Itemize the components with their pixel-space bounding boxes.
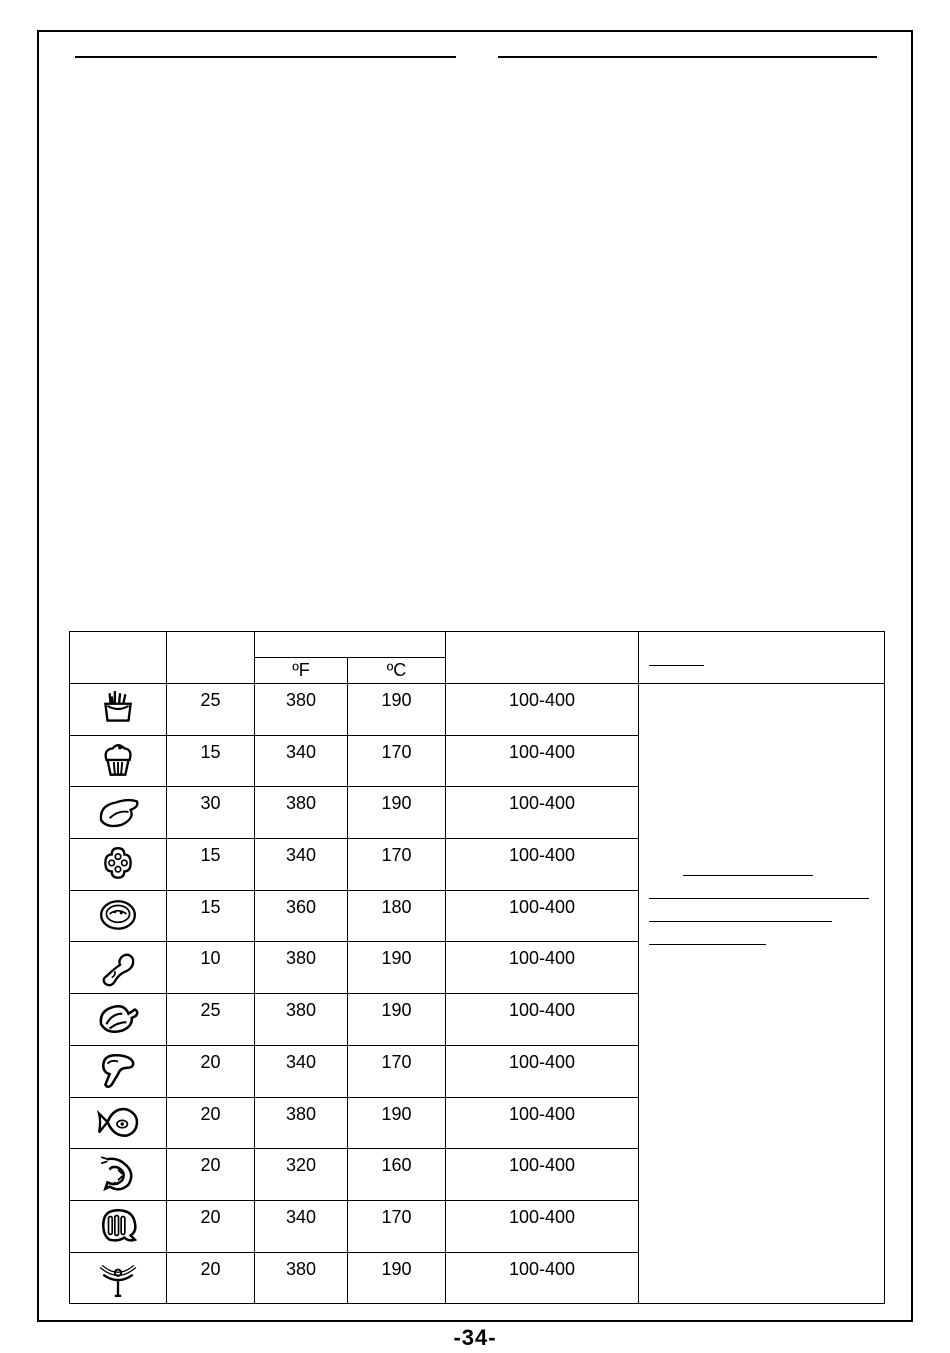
menu-icon-cell <box>70 684 167 736</box>
cook-time: 20 <box>167 1045 255 1097</box>
header-notes-underline <box>649 665 704 666</box>
pizza-icon <box>70 896 166 936</box>
temp-fahrenheit: 380 <box>255 942 348 994</box>
steak-icon <box>70 1206 166 1246</box>
menu-icon-cell <box>70 735 167 787</box>
bread-icon <box>70 793 166 833</box>
menu-icon-cell <box>70 994 167 1046</box>
cook-time: 15 <box>167 890 255 942</box>
unit-fahrenheit: ºF <box>255 658 348 684</box>
cook-time: 15 <box>167 839 255 891</box>
menu-icon-cell <box>70 787 167 839</box>
drumstick-icon <box>70 1051 166 1091</box>
menu-icon-cell <box>70 942 167 994</box>
cook-time: 30 <box>167 787 255 839</box>
temp-celsius: 190 <box>348 684 446 736</box>
temp-fahrenheit: 380 <box>255 787 348 839</box>
temp-celsius: 190 <box>348 994 446 1046</box>
temperature-range: 100-400 <box>446 787 639 839</box>
cook-time: 25 <box>167 684 255 736</box>
notes-underline <box>649 921 832 922</box>
menu-icon-cell <box>70 1149 167 1201</box>
menu-icon-cell <box>70 1200 167 1252</box>
header-time-cell <box>167 632 255 684</box>
page-number: -34- <box>453 1325 497 1350</box>
temp-celsius: 190 <box>348 1252 446 1304</box>
fries-icon <box>70 689 166 729</box>
sausage-icon <box>70 1258 166 1298</box>
temperature-range: 100-400 <box>446 1045 639 1097</box>
temp-fahrenheit: 380 <box>255 994 348 1046</box>
cook-time: 20 <box>167 1200 255 1252</box>
menu-icon-cell <box>70 1252 167 1304</box>
temperature-range: 100-400 <box>446 735 639 787</box>
temperature-range: 100-400 <box>446 839 639 891</box>
left-column-heading-rule <box>75 56 456 58</box>
cook-time: 20 <box>167 1252 255 1304</box>
temperature-range: 100-400 <box>446 942 639 994</box>
header-notes-cell <box>639 632 885 684</box>
cook-time: 15 <box>167 735 255 787</box>
temp-fahrenheit: 340 <box>255 1200 348 1252</box>
temperature-range: 100-400 <box>446 890 639 942</box>
cook-time: 25 <box>167 994 255 1046</box>
menu-icon-cell <box>70 839 167 891</box>
table-row <box>70 684 885 736</box>
temp-fahrenheit: 340 <box>255 1045 348 1097</box>
temperature-range: 100-400 <box>446 684 639 736</box>
temperature-range: 100-400 <box>446 994 639 1046</box>
temp-celsius: 190 <box>348 1097 446 1149</box>
menu-icon-cell <box>70 1097 167 1149</box>
chicken-icon <box>70 999 166 1039</box>
temp-celsius: 160 <box>348 1149 446 1201</box>
temp-celsius: 170 <box>348 1045 446 1097</box>
cookie-icon <box>70 844 166 884</box>
temp-celsius: 170 <box>348 735 446 787</box>
temperature-range: 100-400 <box>446 1200 639 1252</box>
unit-celsius: ºC <box>348 658 446 684</box>
cook-time: 20 <box>167 1097 255 1149</box>
temp-fahrenheit: 360 <box>255 890 348 942</box>
cook-time: 20 <box>167 1149 255 1201</box>
menu-icon-cell <box>70 890 167 942</box>
temp-celsius: 170 <box>348 839 446 891</box>
temp-fahrenheit: 380 <box>255 1252 348 1304</box>
temp-celsius: 180 <box>348 890 446 942</box>
menu-icon-cell <box>70 1045 167 1097</box>
temperature-range: 100-400 <box>446 1097 639 1149</box>
temp-celsius: 190 <box>348 942 446 994</box>
cook-time: 10 <box>167 942 255 994</box>
temp-celsius: 170 <box>348 1200 446 1252</box>
temp-celsius: 190 <box>348 787 446 839</box>
temperature-range: 100-400 <box>446 1149 639 1201</box>
temperature-range: 100-400 <box>446 1252 639 1304</box>
notes-underline <box>649 898 869 899</box>
temp-fahrenheit: 340 <box>255 839 348 891</box>
peanut-icon <box>70 948 166 988</box>
notes-underline <box>683 875 813 876</box>
temp-fahrenheit: 340 <box>255 735 348 787</box>
temp-fahrenheit: 380 <box>255 684 348 736</box>
notes-underline <box>649 944 766 945</box>
temp-fahrenheit: 320 <box>255 1149 348 1201</box>
header-menu-cell <box>70 632 167 684</box>
right-column-heading-rule <box>498 56 877 58</box>
fish-icon <box>70 1103 166 1143</box>
header-temperature-cell <box>255 632 446 658</box>
muffin-icon <box>70 741 166 781</box>
header-range-cell <box>446 632 639 684</box>
temp-fahrenheit: 380 <box>255 1097 348 1149</box>
shrimp-icon <box>70 1155 166 1195</box>
notes-cell <box>639 684 885 1304</box>
cooking-presets-table <box>69 631 885 1304</box>
